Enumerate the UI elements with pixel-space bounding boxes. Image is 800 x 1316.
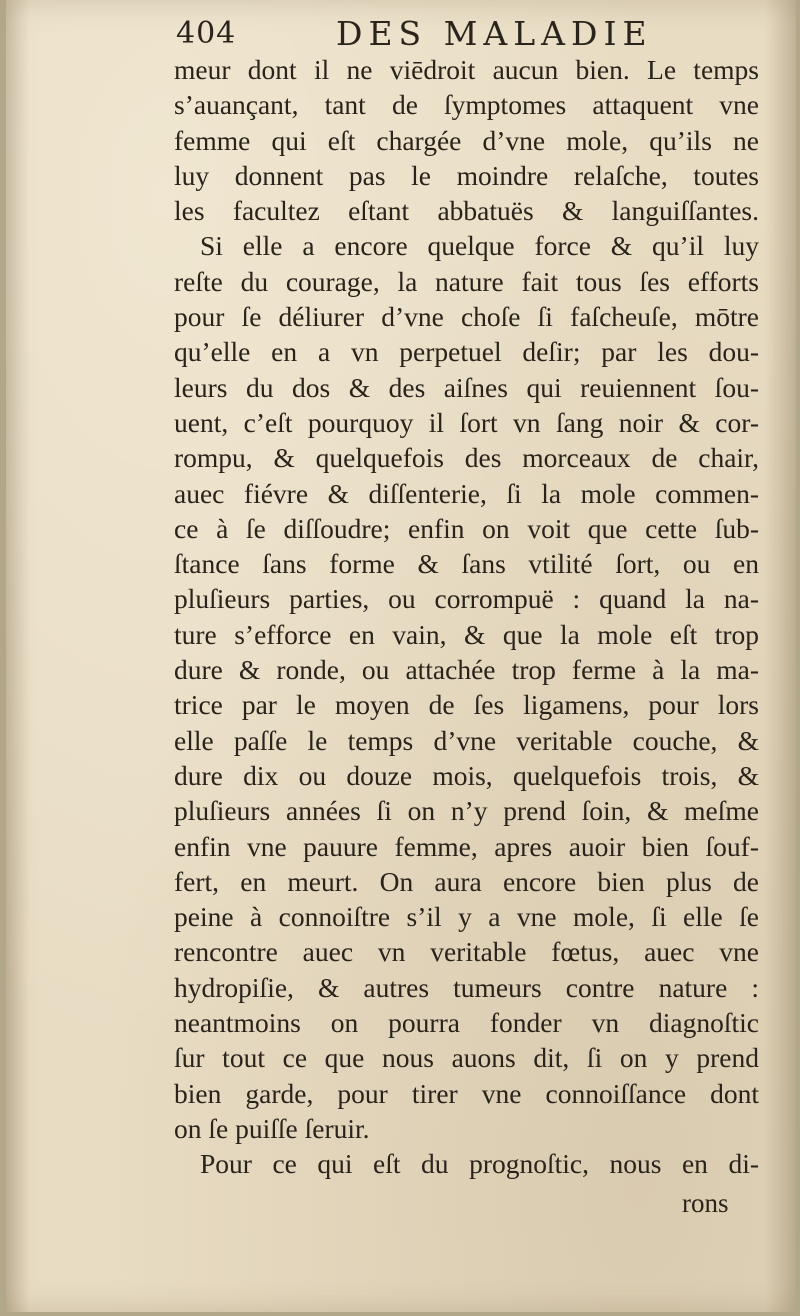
text-line: reſte du courage, la nature fait tous ſes efforts (174, 265, 759, 297)
text-line: hydropiſie, & autres tumeurs contre nature : (174, 971, 759, 1003)
paragraph-start-line: Pour ce qui eſt du prognoſtic, nous en di- (200, 1148, 759, 1180)
paragraph-end-line: on ſe puiſſe ſeruir. (174, 1112, 370, 1144)
text-line: peine à connoiſtre s’il y a vne mole, ſi elle ſe (174, 901, 759, 933)
text-line: bien garde, pour tirer vne connoiſſance dont (174, 1077, 759, 1109)
page-header (176, 12, 776, 56)
text-line: dure dix ou douze mois, quelquefois trois, & (174, 759, 759, 791)
text-line: fert, en meurt. On aura encore bien plus de (174, 865, 759, 897)
text-line: ſur tout ce que nous auons dit, ſi on y prend (174, 1042, 759, 1074)
page-number: 404 (176, 16, 237, 51)
text-line: auec fiévre & diſſenterie, ſi la mole commen- (174, 477, 759, 509)
text-line: pluſieurs parties, ou corrompuë : quand la na- (174, 583, 759, 615)
text-line: les facultez eſtant abbatuës & languiſſantes. (174, 195, 759, 227)
text-line: s’auançant, tant de ſymptomes attaquent vne (174, 89, 759, 121)
text-line: trice par le moyen de ſes ligamens, pour lors (174, 689, 759, 721)
text-line: meur dont il ne viēdroit aucun bien. Le temps (174, 54, 759, 85)
text-line: rencontre auec vn veritable fœtus, auec vne (174, 936, 759, 968)
body-text (174, 52, 759, 1182)
text-line: luy donnent pas le moindre relaſche, toutes (174, 159, 759, 191)
text-line: ce à ſe diſſoudre; enfin on voit que cette ſub- (174, 512, 759, 544)
text-line: ſtance ſans forme & ſans vtilité ſort, ou en (174, 548, 759, 580)
text-line: femme qui eſt chargée d’vne mole, qu’ils ne (174, 124, 759, 156)
text-line: rompu, & quelquefois des morceaux de chair, (174, 442, 759, 474)
text-line: uent, c’eſt pourquoy il ſort vn ſang noir & cor- (174, 406, 759, 438)
text-line: elle paſſe le temps d’vne veritable couche, & (174, 724, 759, 756)
book-page (6, 0, 796, 1312)
text-line: ture s’efforce en vain, & que la mole eſt trop (174, 618, 759, 650)
text-line: pour ſe déliurer d’vne choſe ſi faſcheuſe, mōtre (174, 301, 759, 333)
text-line: neantmoins on pourra fonder vn diagnoſtic (174, 1007, 759, 1039)
text-line: dure & ronde, ou attachée trop ferme à la ma- (174, 654, 759, 686)
text-line: qu’elle en a vn perpetuel deſir; par les dou- (174, 336, 759, 368)
text-line: enfin vne pauure femme, apres auoir bien ſouf- (174, 830, 759, 862)
catchword: rons (682, 1188, 729, 1218)
paragraph-start-line: Si elle a encore quelque force & qu’il luy (200, 230, 759, 262)
text-line: leurs du dos & des aiſnes qui reuiennent ſou- (174, 371, 759, 403)
text-line: pluſieurs années ſi on n’y prend ſoin, & meſme (174, 795, 759, 827)
running-head: DES MALADIE (336, 14, 653, 53)
